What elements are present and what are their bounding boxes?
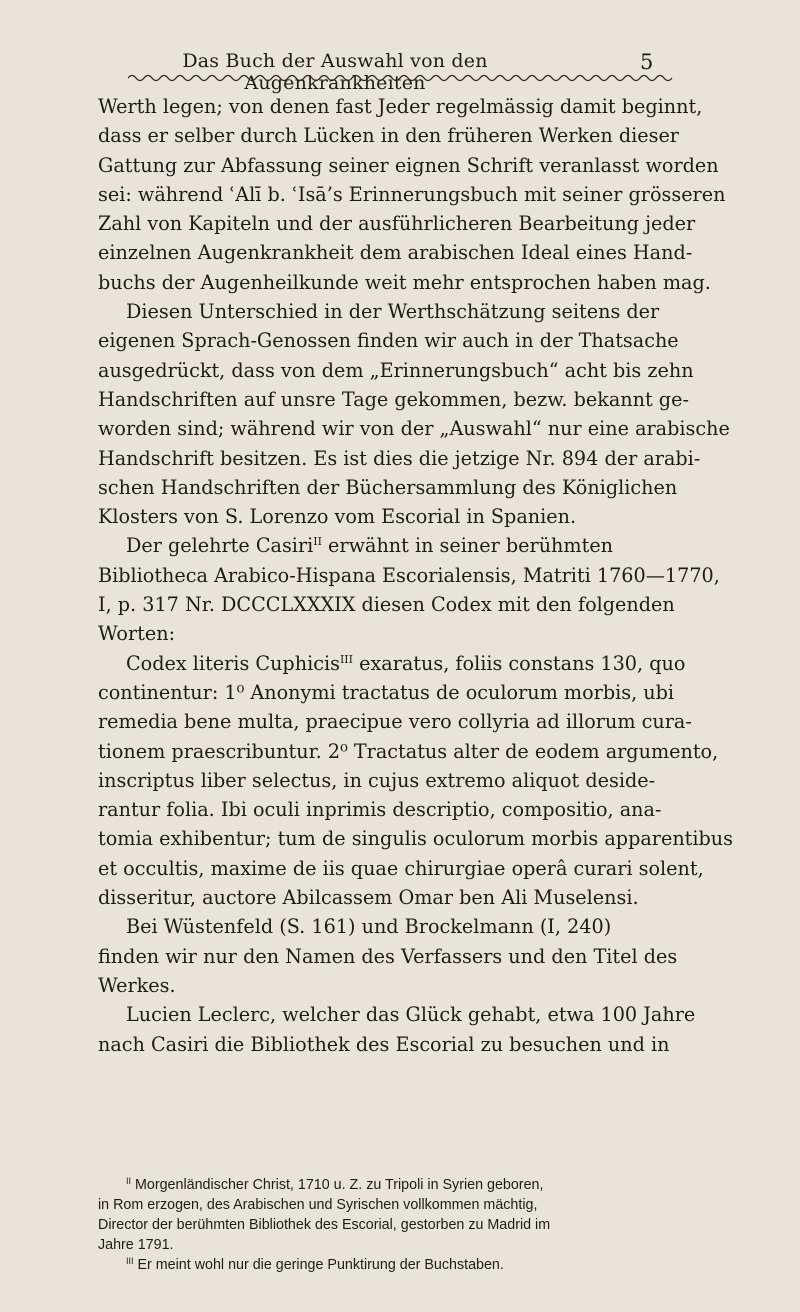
- footnote-line: [98, 1255, 698, 1275]
- text-line: dass er selber durch Lücken in den früheren Werken dieser: [98, 124, 679, 148]
- text-segment: erwähnt in seiner berühmten: [321, 534, 614, 558]
- text-line: finden wir nur den Namen des Verfassers und den Titel des: [98, 944, 678, 968]
- text-line: disseritur, auctore Abilcassem Omar ben Ali Muselensi.: [98, 886, 639, 910]
- text-line: tionem praescribuntur. 2⁰ Tractatus alter de eodem argumento,: [98, 739, 719, 763]
- text-line: Bei Wüstenfeld (S. 161) und Brockelmann (I, 240): [126, 915, 612, 939]
- footnote-marker: II: [126, 1176, 132, 1186]
- text-line: buchs der Augenheilkunde weit mehr entsprochen haben mag.: [98, 270, 711, 294]
- text-line: I, p. 317 Nr. DCCCLXXXIX diesen Codex mit den folgenden: [98, 593, 675, 617]
- text-line: et occultis, maxime de iis quae chirurgiae operâ curari solent,: [98, 856, 704, 880]
- text-line: Werth legen; von denen fast Jeder regelmässig damit beginnt,: [98, 95, 703, 118]
- text-segment: Er meint wohl nur die geringe Punktirung der Buchstaben.: [133, 1257, 504, 1273]
- text-line: sei: während ʿAlī b. ʿIsā’s Erinnerungsbuch mit seiner grösseren: [98, 182, 726, 206]
- text-segment: Morgenländischer Christ, 1710 u. Z. zu Tripoli in Syrien geboren,: [131, 1177, 544, 1193]
- text-line: Diesen Unterschied in der Werthschätzung seitens der: [126, 300, 660, 324]
- text-line: nach Casiri die Bibliothek des Escorial zu besuchen und in: [98, 1032, 670, 1056]
- text-line: Bibliotheca Arabico-Hispana Escorialensis, Matriti 1760—1770,: [98, 563, 720, 587]
- main-text: [98, 92, 734, 1059]
- text-line: Worten:: [98, 622, 176, 646]
- text-line: continentur: 1⁰ Anonymi tractatus de oculorum morbis, ubi: [98, 680, 675, 704]
- footnote-marker: II: [313, 535, 322, 549]
- text-line: [98, 649, 696, 678]
- text-line: Handschriften auf unsre Tage gekommen, bezw. bekannt ge-: [98, 387, 689, 411]
- text-line: Handschrift besitzen. Es ist dies die jetzige Nr. 894 der arabi-: [98, 446, 701, 470]
- text-line: inscriptus liber selectus, in cujus extremo aliquot deside-: [98, 768, 656, 792]
- text-line: schen Handschriften der Büchersammlung des Königlichen: [98, 475, 678, 499]
- text-line: Werkes.: [98, 973, 176, 997]
- text-line: Klosters von S. Lorenzo vom Escorial in Spanien.: [98, 505, 577, 529]
- text-segment: Codex literis Cuphicis: [126, 651, 340, 675]
- text-line: eigenen Sprach-Genossen finden wir auch in der Thatsache: [98, 329, 679, 353]
- footnotes: [98, 1175, 698, 1275]
- text-line: remedia bene multa, praecipue vero collyria ad illorum cura-: [98, 710, 692, 734]
- text-line: rantur folia. Ibi oculi inprimis descriptio, compositio, ana-: [98, 798, 662, 822]
- text-line: [98, 531, 696, 560]
- footnote-marker: III: [126, 1256, 134, 1266]
- footnote-line: [98, 1175, 698, 1195]
- text-line: Zahl von Kapiteln und der ausführlicheren Bearbeitung jeder: [98, 212, 696, 236]
- text-line: ausgedrückt, dass von dem „Erinnerungsbuch“ acht bis zehn: [98, 358, 694, 382]
- footnote-line: in Rom erzogen, des Arabischen und Syrischen vollkommen mächtig,: [98, 1197, 538, 1213]
- text-line: Lucien Leclerc, welcher das Glück gehabt, etwa 100 Jahre: [126, 1003, 696, 1027]
- footnote-marker: III: [339, 652, 353, 666]
- page-number: 5: [640, 50, 654, 74]
- text-line: einzelnen Augenkrankheit dem arabischen Ideal eines Hand-: [98, 241, 693, 265]
- text-line: Gattung zur Abfassung seiner eignen Schrift veranlasst worden: [98, 153, 719, 177]
- text-line: worden sind; während wir von der „Auswahl“ nur eine arabische: [98, 417, 730, 441]
- text-segment: exaratus, foliis constans 130, quo: [352, 651, 686, 675]
- decorative-wavy-rule: [128, 73, 690, 83]
- footnote-line: Jahre 1791.: [98, 1237, 174, 1253]
- running-title: Das Buch der Auswahl von den Augenkrankheiten: [182, 50, 488, 94]
- text-segment: Der gelehrte Casiri: [126, 534, 314, 558]
- footnote-line: Director der berühmten Bibliothek des Escorial, gestorben zu Madrid im: [98, 1217, 551, 1233]
- text-line: tomia exhibentur; tum de singulis oculorum morbis apparentibus: [98, 827, 734, 851]
